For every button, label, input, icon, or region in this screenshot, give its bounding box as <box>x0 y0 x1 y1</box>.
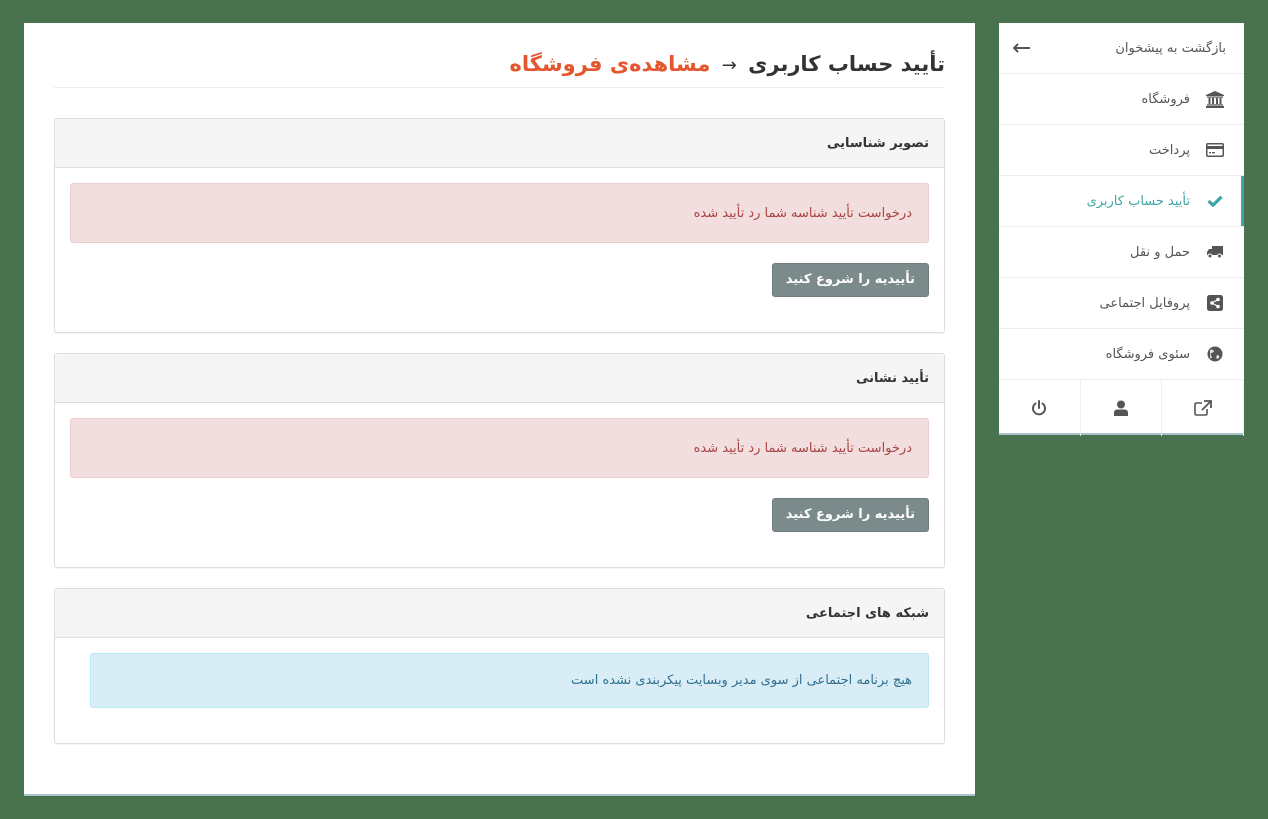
panel-title: شبکه های اجتماعی <box>805 605 929 621</box>
alert-text: هیچ برنامه اجتماعی از سوی مدیر وبسایت پیکربندی نشده است <box>571 673 912 688</box>
sidebar-item-payment[interactable] <box>999 125 1244 176</box>
main-content-panel <box>24 23 975 796</box>
view-store-link[interactable]: مشاهده‌ی فروشگاه <box>509 52 711 76</box>
open-store-external-button[interactable] <box>1162 380 1244 436</box>
sidebar-item-label: حمل و نقل <box>1130 244 1190 260</box>
sidebar-item-label: پروفایل اجتماعی <box>1099 295 1190 311</box>
alert-danger <box>70 418 929 478</box>
panel-body <box>55 638 944 723</box>
panel-title: تصویر شناسایی <box>826 135 929 151</box>
panel-social-networks <box>54 588 945 744</box>
sidebar-item-account-verification[interactable] <box>999 176 1244 227</box>
alert-info <box>90 653 929 708</box>
sidebar-item-label: فروشگاه <box>1141 91 1190 107</box>
start-verification-button[interactable]: تأییدیه را شروع کنید <box>772 263 929 297</box>
panel-body <box>55 168 944 312</box>
user-icon <box>1114 400 1128 416</box>
sidebar-item-label: پرداخت <box>1149 142 1190 158</box>
sidebar-footer <box>999 380 1244 436</box>
share-square-icon <box>1204 293 1226 313</box>
logout-button[interactable] <box>999 380 1081 436</box>
sidebar-item-social-profile[interactable] <box>999 278 1244 329</box>
panel-id-image <box>54 118 945 333</box>
arrow-icon: → <box>721 55 737 76</box>
power-icon <box>1031 400 1047 416</box>
page-title-text: تأیید حساب کاربری <box>748 52 945 76</box>
page-header <box>54 49 945 88</box>
user-profile-button[interactable] <box>1081 380 1163 436</box>
panel-heading <box>55 119 944 168</box>
alert-danger <box>70 183 929 243</box>
panel-address-verification <box>54 353 945 568</box>
arrow-left-icon <box>1013 43 1031 53</box>
sidebar-item-store-seo[interactable] <box>999 329 1244 380</box>
sidebar-item-label: بازگشت به پیشخوان <box>1115 40 1226 56</box>
sidebar-nav <box>999 23 1244 435</box>
credit-card-icon <box>1204 140 1226 160</box>
alert-text: درخواست تأیید شناسه شما رد تأیید شده <box>693 205 912 221</box>
bank-icon <box>1204 89 1226 109</box>
page-title <box>54 49 945 81</box>
sidebar-item-store[interactable] <box>999 74 1244 125</box>
panel-body <box>55 403 944 547</box>
external-link-icon <box>1194 400 1212 416</box>
truck-icon <box>1204 242 1226 262</box>
sidebar-item-shipping[interactable] <box>999 227 1244 278</box>
globe-icon <box>1204 344 1226 364</box>
panel-title: تأیید نشانی <box>855 370 929 386</box>
panel-heading <box>55 354 944 403</box>
sidebar-item-back-to-dashboard[interactable] <box>999 23 1244 74</box>
alert-text: درخواست تأیید شناسه شما رد تأیید شده <box>693 440 912 456</box>
sidebar-item-label: سئوی فروشگاه <box>1105 346 1190 362</box>
check-icon <box>1204 191 1226 211</box>
sidebar-item-label: تأیید حساب کاربری <box>1086 193 1190 209</box>
start-verification-button[interactable]: تأییدیه را شروع کنید <box>772 498 929 532</box>
panel-heading <box>55 589 944 638</box>
